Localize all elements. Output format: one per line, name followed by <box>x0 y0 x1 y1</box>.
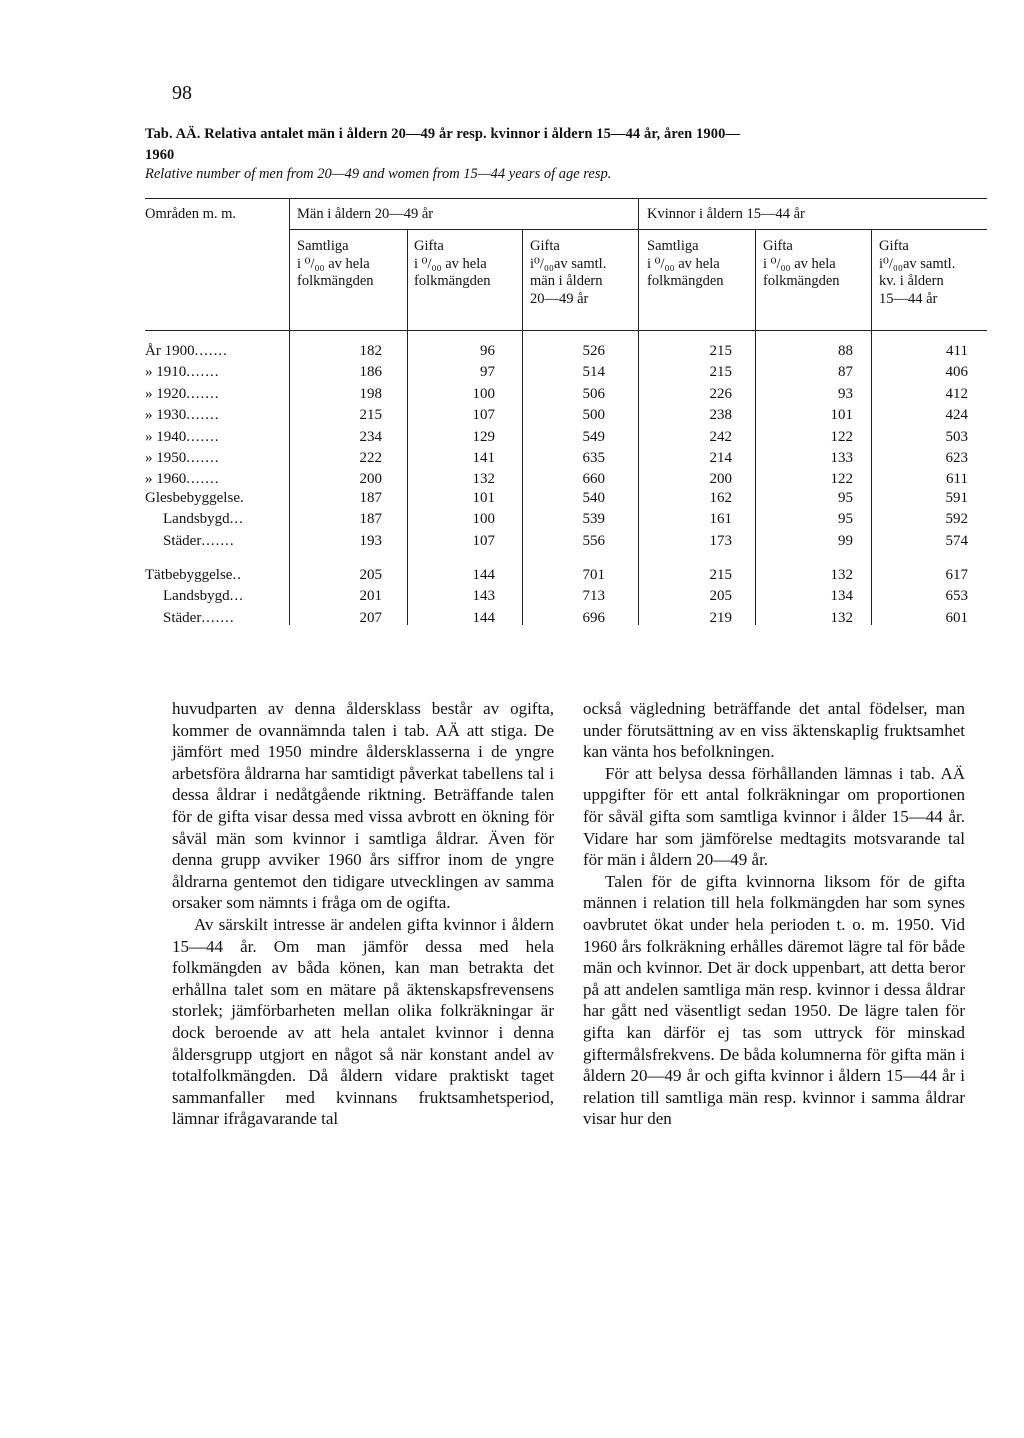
row-label-text: » 1930 <box>145 407 187 424</box>
row-label-text: Städer <box>163 609 202 626</box>
table-cell: 162 <box>709 490 732 506</box>
women-group-rule <box>638 229 987 230</box>
leader-dots: ....... <box>186 450 220 466</box>
row-label <box>145 490 284 507</box>
leader-dots: ... <box>229 588 244 605</box>
table-cell: 635 <box>582 450 605 466</box>
men-group-rule <box>289 229 638 230</box>
column-header-line: folkmängden <box>763 273 840 289</box>
table-cell: 556 <box>582 532 605 549</box>
leader-dots: ....... <box>201 609 235 626</box>
leader-dots: .. <box>232 567 242 583</box>
table-cell: 95 <box>838 490 853 506</box>
table-cell: 205 <box>359 567 382 583</box>
table-cell: 88 <box>838 343 853 359</box>
table-cell: 701 <box>582 567 605 583</box>
column-header-line: män i åldern <box>530 273 603 289</box>
leader-dots: ... <box>229 511 244 528</box>
table-cell: 143 <box>472 588 495 605</box>
col-divider-women-gifta-samtl <box>871 229 872 625</box>
table-cell: 503 <box>945 428 968 445</box>
table-cell: 411 <box>946 343 968 359</box>
leader-dots: ....... <box>186 385 220 402</box>
table-cell: 132 <box>830 567 853 583</box>
table-cell: 93 <box>838 385 853 402</box>
table-cell: 591 <box>945 490 968 506</box>
table-cell: 219 <box>709 609 732 626</box>
row-label-text: » 1940 <box>145 428 187 445</box>
table-cell: 161 <box>709 511 732 528</box>
table-cell: 101 <box>472 490 495 506</box>
col-divider-women-gifta <box>755 229 756 625</box>
paragraph: huvudparten av denna åldersklass består av ogifta, kommer de ovannämnda talen i tab. AÄ att stiga. De jämfört med 1950 mindre åldersklasserna i de yngre arbetsföra åldrarna har samtidigt påverkat tabellens tal i dessa åldrar i nedåtgående riktning. Beträffande talen för de gifta visar dessa med vissa avbrott en ökning för såväl män som kvinnor i samtliga åldrar. Även för denna grupp avviker 1960 års siffror inom de yngre åldrarna gentemot den tidigare utvecklingen av samma orsaker som nämnts i fråga om de ogifta. <box>172 699 554 913</box>
table-cell: 132 <box>472 471 495 488</box>
row-label-text: » 1960 <box>145 471 187 488</box>
column-header-line: i ⁰/₀₀ av hela <box>763 255 836 272</box>
table-cell: 215 <box>709 567 732 583</box>
table-cell: 222 <box>359 450 382 466</box>
row-label <box>163 511 284 528</box>
column-header-line: folkmängden <box>647 273 724 289</box>
table-cell: 187 <box>359 511 382 528</box>
leader-dots: ....... <box>186 407 220 424</box>
table-cell: 539 <box>582 511 605 528</box>
column-header-line: i⁰/₀₀av samtl. <box>879 255 956 272</box>
table-cell: 242 <box>709 428 732 445</box>
table-title-english: Relative number of men from 20—49 and women from 15—44 years of age resp. <box>145 166 612 182</box>
table-cell: 424 <box>945 407 968 424</box>
row-label-text: » 1920 <box>145 385 187 402</box>
table-cell: 500 <box>582 407 605 424</box>
table-cell: 144 <box>472 567 495 583</box>
table-cell: 601 <box>945 609 968 626</box>
text-column-right <box>583 698 965 1130</box>
table-cell: 133 <box>830 450 853 466</box>
table-cell: 549 <box>582 428 605 445</box>
table-cell: 200 <box>359 471 382 488</box>
table-cell: 406 <box>945 364 968 381</box>
row-label <box>145 343 284 360</box>
row-label <box>145 429 284 446</box>
table-cell: 193 <box>359 532 382 549</box>
col-divider-men-gifta <box>407 229 408 625</box>
row-label-text: Tätbebyggelse <box>145 567 233 583</box>
table-cell: 412 <box>945 385 968 402</box>
table-cell: 132 <box>830 609 853 626</box>
column-header-line: kv. i åldern <box>879 273 944 289</box>
table-cell: 660 <box>582 471 605 488</box>
table-cell: 238 <box>709 407 732 424</box>
row-label-text: Landsbygd <box>163 588 230 605</box>
column-header-line: i ⁰/₀₀ av hela <box>297 255 370 272</box>
paragraph: Talen för de gifta kvinnorna liksom för de gifta männen i relation till hela folkmängden har som synes oavbrutet ökat under hela perioden t. o. m. 1950. Vid 1960 års folkräkning erhålles däremot lägre tal för både män och kvinnor. Det är dock uppenbart, att detta beror på att andelen samtliga män resp. kvinnor i dessa åldrar har gått ned väsentligt sedan 1950. De lägre talen för gifta kan därför ej tas som uttryck för minskad giftermålsfrekvens. De båda kolumnerna för gifta män i åldern 20—49 år och gifta kvinnor i åldern 15—44 år i relation till samtliga män resp. kvinnor i samma åldrar visar hur den <box>583 871 965 1129</box>
table-cell: 200 <box>709 471 732 488</box>
column-header-line: Samtliga <box>297 238 349 254</box>
table-cell: 96 <box>480 343 495 359</box>
row-label-text: » 1910 <box>145 364 187 381</box>
table-cell: 198 <box>359 385 382 402</box>
leader-dots: ....... <box>186 428 220 445</box>
table-cell: 623 <box>945 450 968 466</box>
table-cell: 122 <box>830 471 853 488</box>
row-label <box>163 533 284 550</box>
page-number: 98 <box>172 82 192 104</box>
row-label <box>163 588 284 605</box>
column-header-line: i ⁰/₀₀ av hela <box>647 255 720 272</box>
women-group-header: Kvinnor i åldern 15—44 år <box>647 206 805 222</box>
table-cell: 526 <box>582 343 605 359</box>
column-header-line: Gifta <box>530 238 560 254</box>
table-cell: 107 <box>472 532 495 549</box>
leader-dots: ....... <box>201 532 235 549</box>
men-group-header: Män i åldern 20—49 år <box>297 206 434 222</box>
row-label <box>145 364 284 381</box>
row-label <box>145 407 284 424</box>
table-cell: 141 <box>472 450 495 466</box>
col-divider-men-gifta-samtl <box>522 229 523 625</box>
row-label <box>145 567 284 584</box>
column-header-line: 20—49 år <box>530 290 589 307</box>
table-cell: 205 <box>709 588 732 605</box>
table-cell: 611 <box>946 471 968 488</box>
table-top-rule <box>145 198 987 199</box>
table-cell: 182 <box>359 343 382 359</box>
table-cell: 540 <box>582 490 605 506</box>
column-header-line: i⁰/₀₀av samtl. <box>530 255 607 272</box>
table-cell: 214 <box>709 450 732 466</box>
table-cell: 653 <box>945 588 968 605</box>
row-label-text: Städer <box>163 532 202 549</box>
column-header-line: i ⁰/₀₀ av hela <box>414 255 487 272</box>
column-header-line: Gifta <box>763 238 793 254</box>
column-header-line: folkmängden <box>297 273 374 289</box>
table-cell: 696 <box>582 609 605 626</box>
leader-dots: . <box>239 490 245 506</box>
row-label <box>163 610 284 627</box>
column-header-line: Gifta <box>414 238 444 254</box>
table-cell: 134 <box>830 588 853 605</box>
table-cell: 95 <box>838 511 853 528</box>
text-column-left <box>172 698 554 1130</box>
table-cell: 592 <box>945 511 968 528</box>
paragraph: Av särskilt intresse är andelen gifta kvinnor i åldern 15—44 år. Om man jämför dessa med hela folkmängden av båda könen, kan man betrakta det erhållna talet som en mätare på äktenskapsfrevensens storlek; jämförbarheten mellan olika folkräkningar är dock beroende av att hela antalet kvinnor i denna åldersgrupp utgjort en något så när konstant andel av totalfolkmängden. Då åldern vidare praktiskt taget sammanfaller med kvinnans fruktsamhetsperiod, lämnar ifrågavarande tal <box>172 914 554 1129</box>
table-cell: 713 <box>582 588 605 605</box>
table-cell: 226 <box>709 385 732 402</box>
table-cell: 87 <box>838 364 853 381</box>
table-cell: 173 <box>709 532 732 549</box>
paragraph: också vägledning beträffande det antal födelser, man under förutsättning av en viss äktenskaplig fruktsamhet kan vänta hos befolkningen. <box>583 699 965 762</box>
table-cell: 99 <box>838 532 853 549</box>
row-label-text: Landsbygd <box>163 511 230 528</box>
table-cell: 215 <box>359 407 382 424</box>
table-cell: 215 <box>709 343 732 359</box>
column-header-line: 15—44 år <box>879 290 938 307</box>
leader-dots: ....... <box>186 364 220 381</box>
table-cell: 97 <box>480 364 495 381</box>
row-label <box>145 471 284 488</box>
table-cell: 617 <box>945 567 968 583</box>
row-label-text: År 1900 <box>145 343 195 359</box>
table-cell: 129 <box>472 428 495 445</box>
table-title-swedish: Tab. AÄ. Relativa antalet män i åldern 20—49 år resp. kvinnor i åldern 15—44 år, åren 1900— <box>145 126 741 142</box>
column-header-line: folkmängden <box>414 273 491 289</box>
table-cell: 514 <box>582 364 605 381</box>
table-cell: 100 <box>472 385 495 402</box>
stub-header: Områden m. m. <box>145 206 237 222</box>
table-cell: 187 <box>359 490 382 506</box>
table-cell: 215 <box>709 364 732 381</box>
table-cell: 122 <box>830 428 853 445</box>
col-divider-stub <box>289 198 290 625</box>
leader-dots: ....... <box>194 343 228 359</box>
row-label <box>145 450 284 467</box>
table-cell: 201 <box>359 588 382 605</box>
column-header-line: Samtliga <box>647 238 699 254</box>
leader-dots: ....... <box>186 471 220 488</box>
table-cell: 100 <box>472 511 495 528</box>
column-header-line: Gifta <box>879 238 909 254</box>
table-cell: 234 <box>359 428 382 445</box>
col-divider-women <box>638 198 639 625</box>
row-label-text: » 1950 <box>145 450 187 466</box>
table-cell: 107 <box>472 407 495 424</box>
table-cell: 186 <box>359 364 382 381</box>
table-cell: 101 <box>830 407 853 424</box>
paragraph: För att belysa dessa förhållanden lämnas i tab. AÄ uppgifter för ett antal folkräkningar om proportionen för såväl gifta som samtliga kvinnor i ålder 15—44 år. Vidare har som jämförelse medtagits motsvarande tal för män i åldern 20—49 år. <box>583 763 965 870</box>
header-bottom-rule <box>145 330 987 331</box>
row-label <box>145 386 284 403</box>
table-cell: 207 <box>359 609 382 626</box>
row-label-text: Glesbebyggelse <box>145 490 240 506</box>
table-cell: 506 <box>582 385 605 402</box>
table-cell: 144 <box>472 609 495 626</box>
table-cell: 574 <box>945 532 968 549</box>
table-title-swedish-cont: 1960 <box>145 147 175 163</box>
